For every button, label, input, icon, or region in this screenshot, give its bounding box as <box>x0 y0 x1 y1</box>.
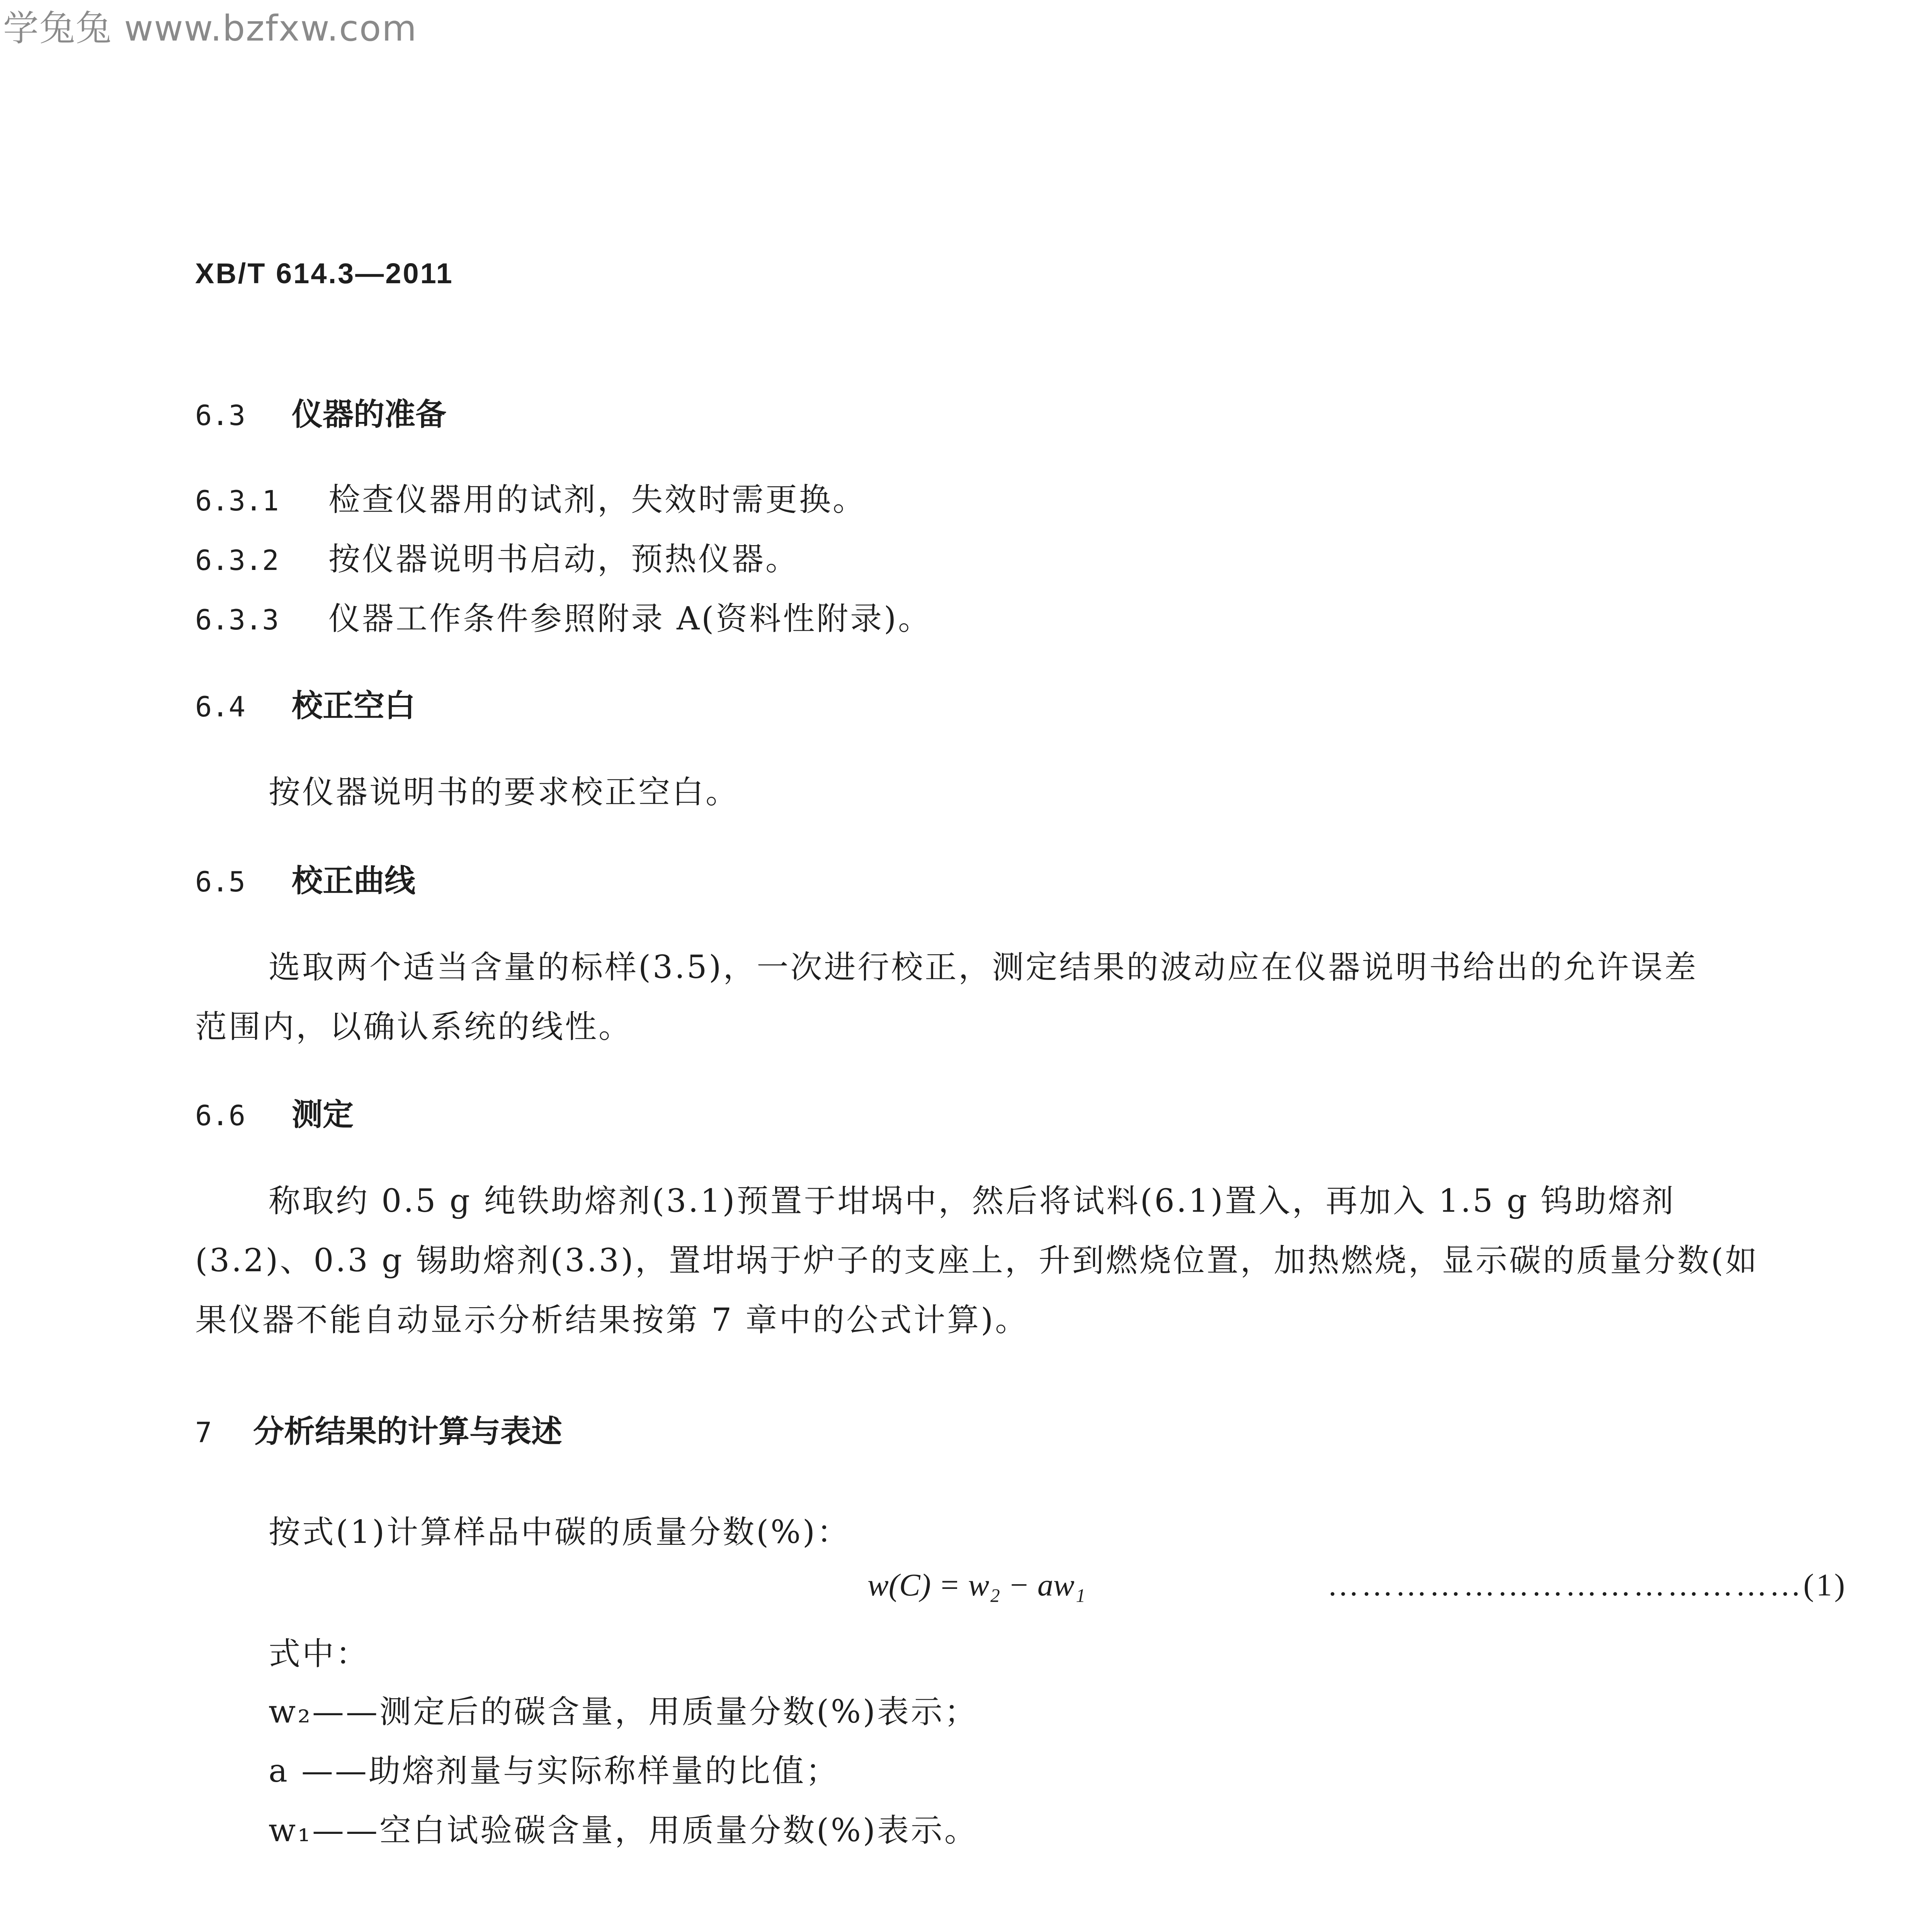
clause-number: 6.3.3 <box>195 604 279 636</box>
section-number: 6.6 <box>195 1099 246 1132</box>
clause-6-3-2 <box>195 534 799 579</box>
section-6-6-heading <box>195 1090 354 1134</box>
clause-text: 仪器工作条件参照附录 A(资料性附录)。 <box>328 600 932 637</box>
definition-w1: w₁——空白试验碳含量，用质量分数(%)表示。 <box>269 1812 978 1849</box>
document-id: XB/T 614.3—2011 <box>195 257 454 289</box>
section-7-heading <box>195 1406 562 1451</box>
section-number: 6.5 <box>195 866 246 898</box>
definition-a: a ——助熔剂量与实际称样量的比值； <box>269 1753 839 1789</box>
clause-text: 按仪器说明书启动，预热仪器。 <box>328 541 799 578</box>
paragraph-line: 选取两个适当含量的标样(3.5)，一次进行校正，测定结果的波动应在仪器说明书给出的允许误差 <box>269 949 1698 986</box>
section-title: 仪器的准备 <box>292 396 446 432</box>
section-title: 校正曲线 <box>292 863 415 899</box>
watermark: 学兔兔 www.bzfxw.com <box>3 8 417 49</box>
formula-intro: 按式(1)计算样品中碳的质量分数(%)： <box>269 1514 851 1551</box>
section-6-4-text: 按仪器说明书的要求校正空白。 <box>269 774 740 811</box>
section-number: 7 <box>195 1416 212 1449</box>
clause-number: 6.3.2 <box>195 544 279 577</box>
section-number: 6.4 <box>195 690 246 723</box>
paragraph-line: 称取约 0.5 g 纯铁助熔剂(3.1)预置于坩埚中，然后将试料(6.1)置入，再加入 1.5 g 钨助熔剂 <box>269 1183 1675 1219</box>
section-6-4-heading <box>195 681 415 725</box>
section-6-5-heading <box>195 856 415 900</box>
paragraph-line: 范围内，以确认系统的线性。 <box>195 1009 633 1045</box>
clause-6-3-1 <box>195 474 866 520</box>
paragraph-line: (3.2)、0.3 g 锡助熔剂(3.3)，置坩埚于炉子的支座上，升到燃烧位置，加热燃烧，显示碳的质量分数(如 <box>195 1242 1759 1279</box>
where-label: 式中： <box>269 1636 370 1672</box>
clause-number: 6.3.1 <box>195 485 279 517</box>
section-title: 校正空白 <box>292 688 415 724</box>
section-number: 6.3 <box>195 399 246 432</box>
clause-text: 检查仪器用的试剂，失效时需更换。 <box>328 481 867 518</box>
section-title: 分析结果的计算与表述 <box>253 1413 562 1449</box>
formula-number: ……………………………………(1) <box>1327 1567 1847 1602</box>
section-8-heading <box>195 1928 346 1932</box>
definition-w2: w₂——测定后的碳含量，用质量分数(%)表示； <box>269 1694 978 1730</box>
clause-6-3-3 <box>195 594 932 639</box>
section-6-3-heading <box>195 389 446 434</box>
section-title: 测定 <box>292 1097 354 1133</box>
formula: w(C) = w₂ − aw₁ <box>867 1567 1086 1602</box>
paragraph-line: 果仪器不能自动显示分析结果按第 7 章中的公式计算)。 <box>195 1302 1029 1338</box>
